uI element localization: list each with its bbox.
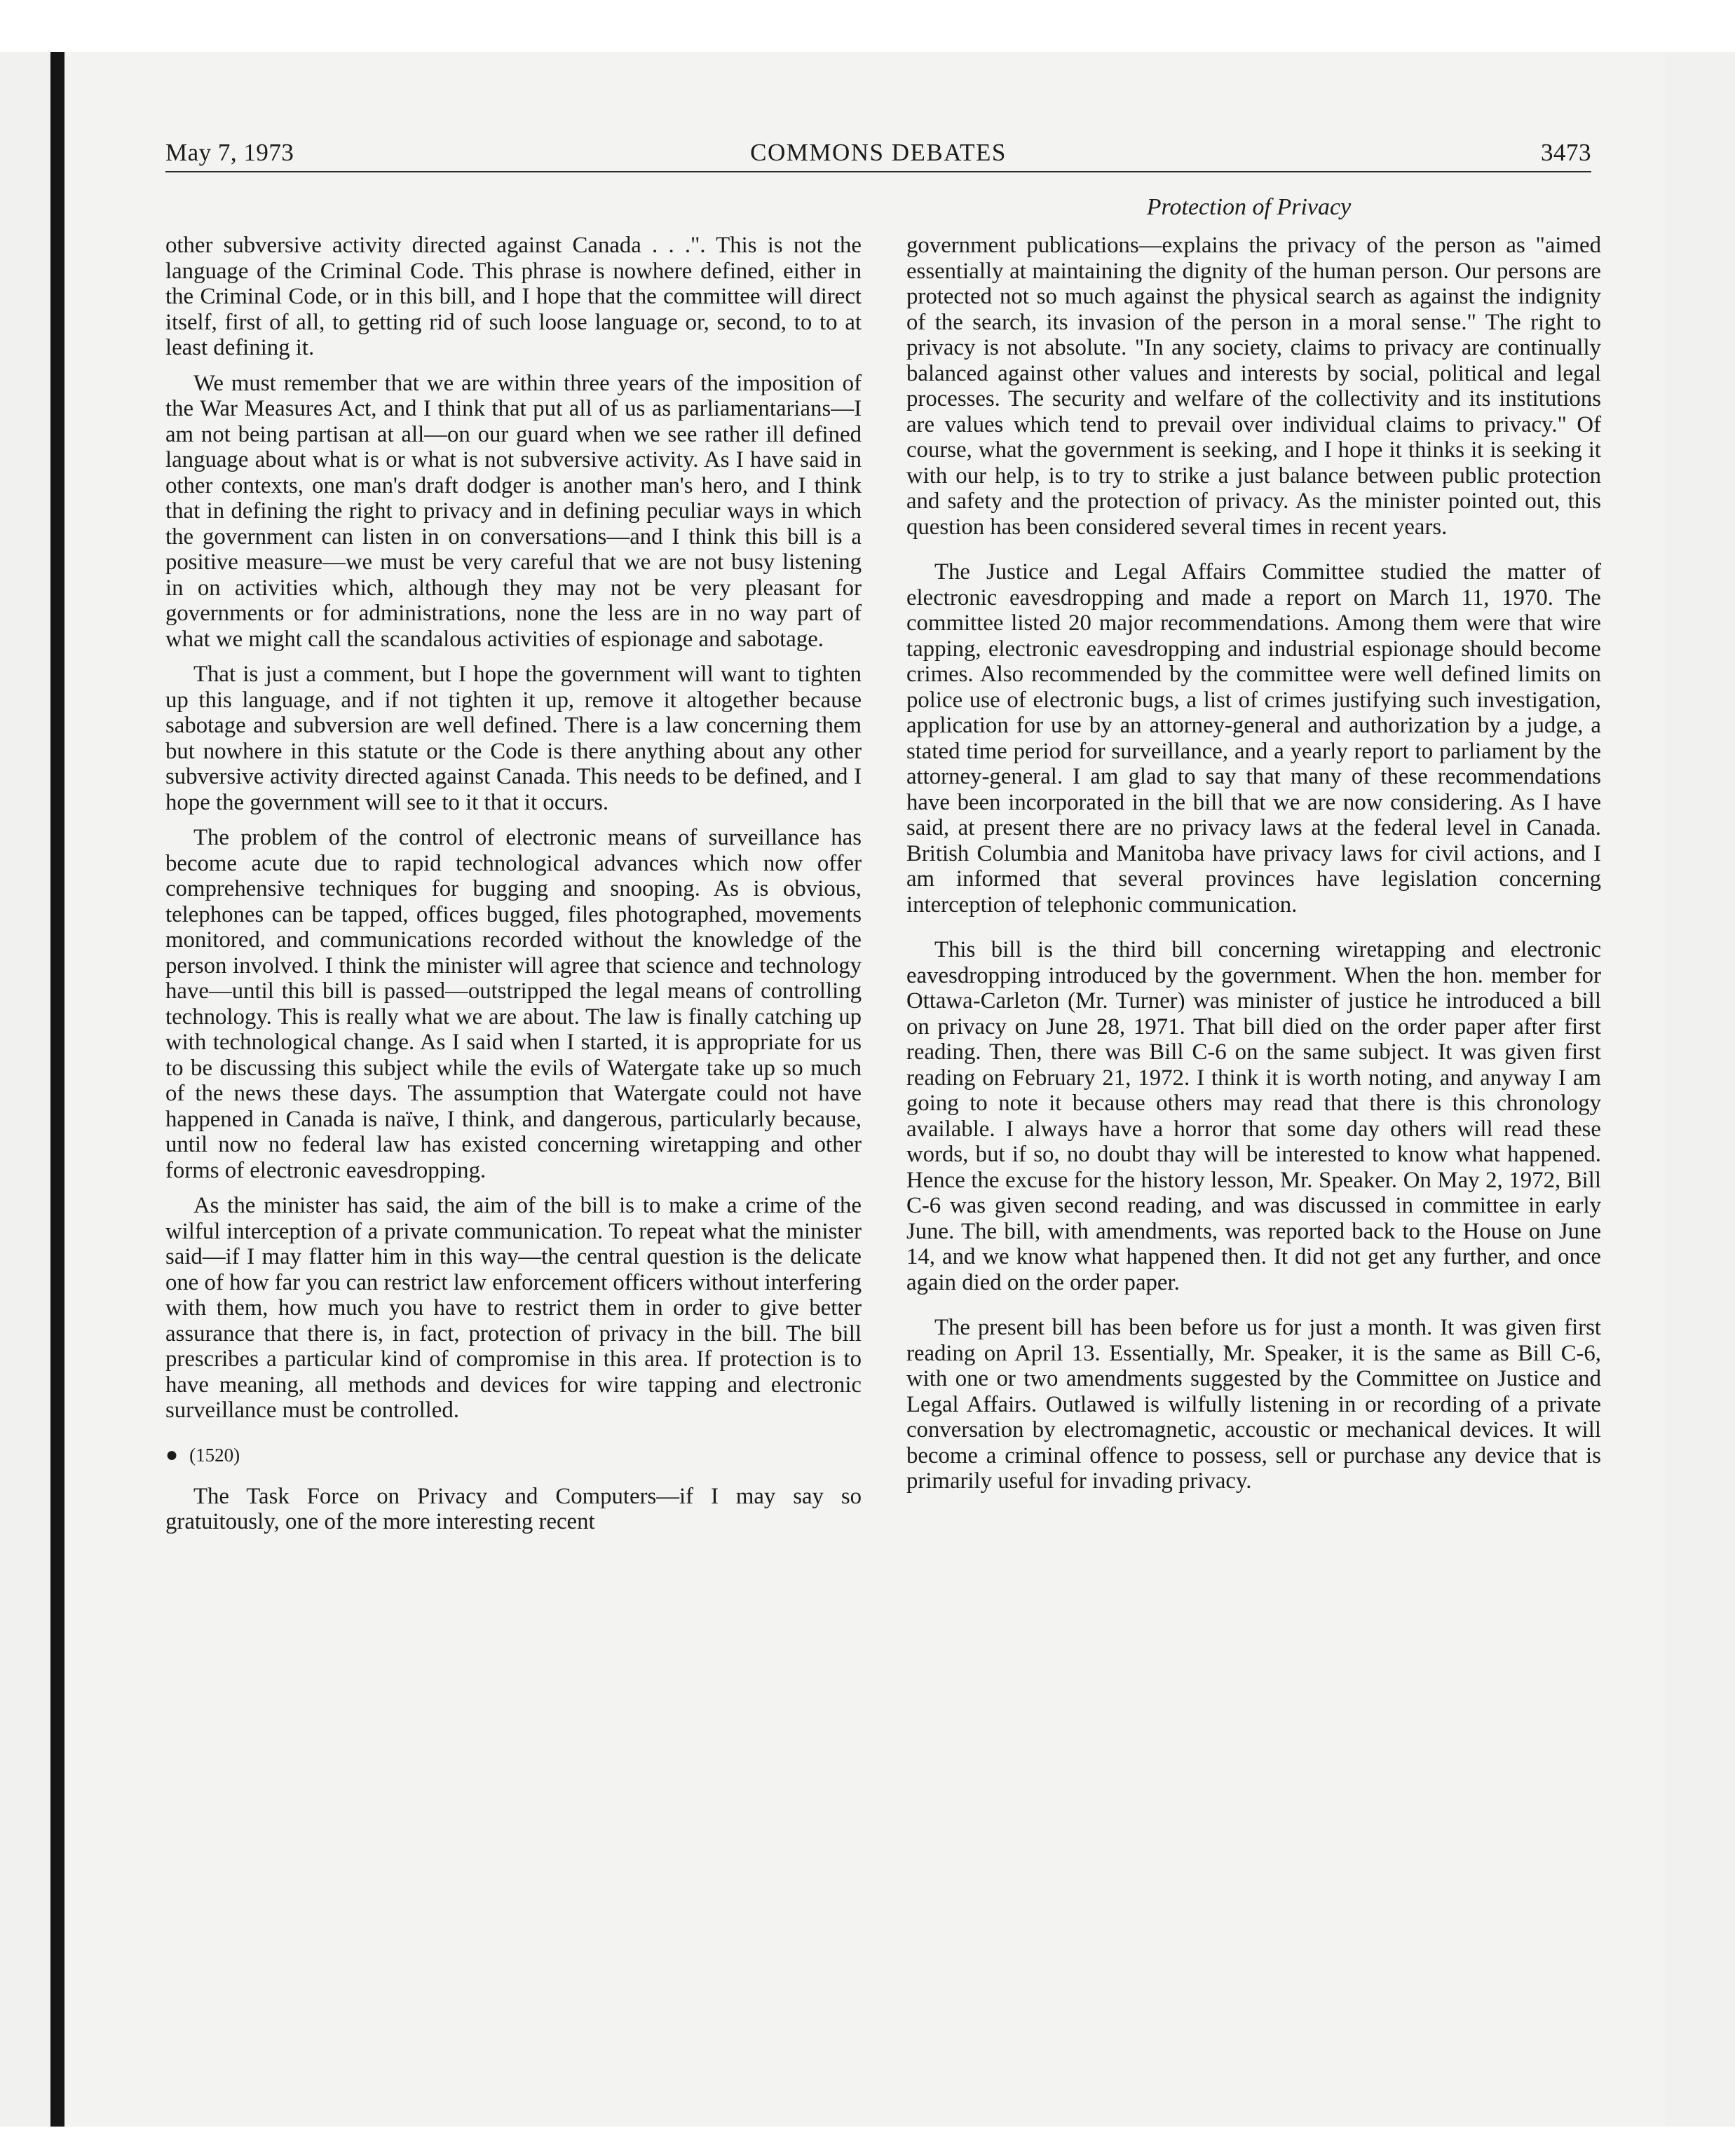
paragraph: The Task Force on Privacy and Computers—if I may say so gratuitously, one of the more interesting recent xyxy=(165,1483,862,1534)
bullet-icon: ● xyxy=(165,1442,179,1466)
paragraph: That is just a comment, but I hope the government will want to tighten up this language, and if not tighten it up, remove it altogether because sabotage and subversion are well defined. There is a law concerning them but nowhere in this statute or the Code is there anything about any other subversive activity directed against Canada. This needs to be defined, and I hope the government will see to it that it occurs. xyxy=(165,662,862,815)
paragraph: The Justice and Legal Affairs Committee studied the matter of electronic eavesdropping and made a report on March 11, 1970. The committee listed 20 major recommendations. Among them were that wire tapping, electronic eavesdropping and industrial espionage should become crimes. Also recommended by the committee were well defined limits on police use of electronic bugs, a list of crimes justifying such investigation, application for use by an attorney-general and authorization by a judge, a stated time period for surveillance, and a yearly report to parliament by the attorney-general. I am glad to say that many of these recommendations have been incorporated in the bill that we are now considering. As I have said, at present there are no privacy laws at the federal level in Canada. British Columbia and Manitoba have privacy laws for civil actions, and I am informed that several provinces have legislation concerning interception of telephonic communication. xyxy=(906,559,1601,917)
header-page-number: 3473 xyxy=(1541,139,1591,166)
left-column xyxy=(165,233,862,1535)
paragraph: As the minister has said, the aim of the bill is to make a crime of the wilful interception of a private communication. To repeat what the minister said—if I may flatter him in this way—the central question is the delicate one of how far you can restrict law enforcement officers without interfering with them, how much you have to restrict them in order to give better assurance that there is, in fact, protection of privacy in the bill. The bill prescribes a particular kind of compromise in this area. If protection is to have meaning, all methods and devices for wire tapping and electronic surveillance must be controlled. xyxy=(165,1193,862,1423)
paragraph: We must remember that we are within three years of the imposition of the War Measures Act, and I think that put all of us as parliamentarians—I am not being partisan at all—on our guard when we see rather ill defined language about what is or what is not subversive activity. As I have said in other contexts, one man's draft dodger is another man's hero, and I think that in defining the right to privacy and in defining peculiar ways in which the government can listen in on conversations—and I think this bill is a positive measure—we must be very careful that we are not busy listening in on activities which, although they may not be very pleasant for governments or for administrations, none the less are in no way part of what we might call the scandalous activities of espionage and sabotage. xyxy=(165,370,862,652)
paragraph: The present bill has been before us for just a month. It was given first reading on April 13. Essentially, Mr. Speaker, it is the same as Bill C-6, with one or two amendments suggested by the Committee on Justice and Legal Affairs. Outlawed is wilfully listening in or recording of a private conversation by electromagnetic, accoustic or mechanical devices. It will become a criminal offence to possess, sell or purchase any device that is primarily useful for invading privacy. xyxy=(906,1315,1601,1494)
header-rule xyxy=(165,171,1591,172)
right-column xyxy=(906,233,1601,1494)
paragraph: This bill is the third bill concerning wiretapping and electronic eavesdropping introduced by the government. When the hon. member for Ottawa-Carleton (Mr. Turner) was minister of justice he introduced a bill on privacy on June 28, 1971. That bill died on the order paper after first reading. Then, there was Bill C-6 on the same subject. It was given first reading on February 21, 1972. I think it is worth noting, and anyway I am going to note it because others may read that there is this chronology available. I always have a horror that some day others will read these words, but if so, no doubt thay will be interested to know what happened. Hence the excuse for the history lesson, Mr. Speaker. On May 2, 1972, Bill C-6 was given second reading, and was discussed in committee in early June. The bill, with amendments, was reported back to the House on June 14, and we know what happened then. It did not get any further, and once again died on the order paper. xyxy=(906,937,1601,1295)
paragraph: government publications—explains the privacy of the person as "aimed essentially at maintaining the dignity of the human person. Our persons are protected not so much against the physical search as against the indignity of the search, its invasion of the person in a moral sense." The right to privacy is not absolute. "In any society, claims to privacy are continually balanced against other values and interests by social, political and legal processes. The security and welfare of the collectivity and its institutions are values which tend to prevail over individual claims to privacy." Of course, what the government is seeking, and I hope it thinks it is seeking it with our help, is to try to strike a just balance between public protection and safety and the protection of privacy. As the minister pointed out, this question has been considered several times in recent years. xyxy=(906,233,1601,540)
page-header xyxy=(165,137,1591,172)
section-title: Protection of Privacy xyxy=(1146,194,1352,220)
time-marker-label: (1520) xyxy=(189,1444,240,1466)
scan-edge-shadow xyxy=(50,52,64,2127)
header-date: May 7, 1973 xyxy=(165,139,294,166)
header-publication: COMMONS DEBATES xyxy=(750,139,1007,166)
time-marker xyxy=(165,1443,862,1467)
paragraph: other subversive activity directed against Canada . . .". This is not the language of the Criminal Code. This phrase is nowhere defined, either in the Criminal Code, or in this bill, and I hope that the committee will direct itself, first of all, to getting rid of such loose language or, second, to to at least defining it. xyxy=(165,233,862,360)
paragraph: The problem of the control of electronic means of surveillance has become acute due to rapid technological advances which now offer comprehensive techniques for bugging and snooping. As is obvious, telephones can be tapped, offices bugged, files photographed, movements monitored, and communications recorded without the knowledge of the person involved. I think the minister will agree that science and technology have—until this bill is passed—outstripped the legal means of controlling technology. This is really what we are about. The law is finally catching up with technological change. As I said when I started, it is appropriate for us to be discussing this subject while the evils of Watergate take up so much of the news these days. The assumption that Watergate could not have happened in Canada is naïve, I think, and dangerous, particularly because, until now no federal law has existed concerning wiretapping and other forms of electronic eavesdropping. xyxy=(165,825,862,1183)
